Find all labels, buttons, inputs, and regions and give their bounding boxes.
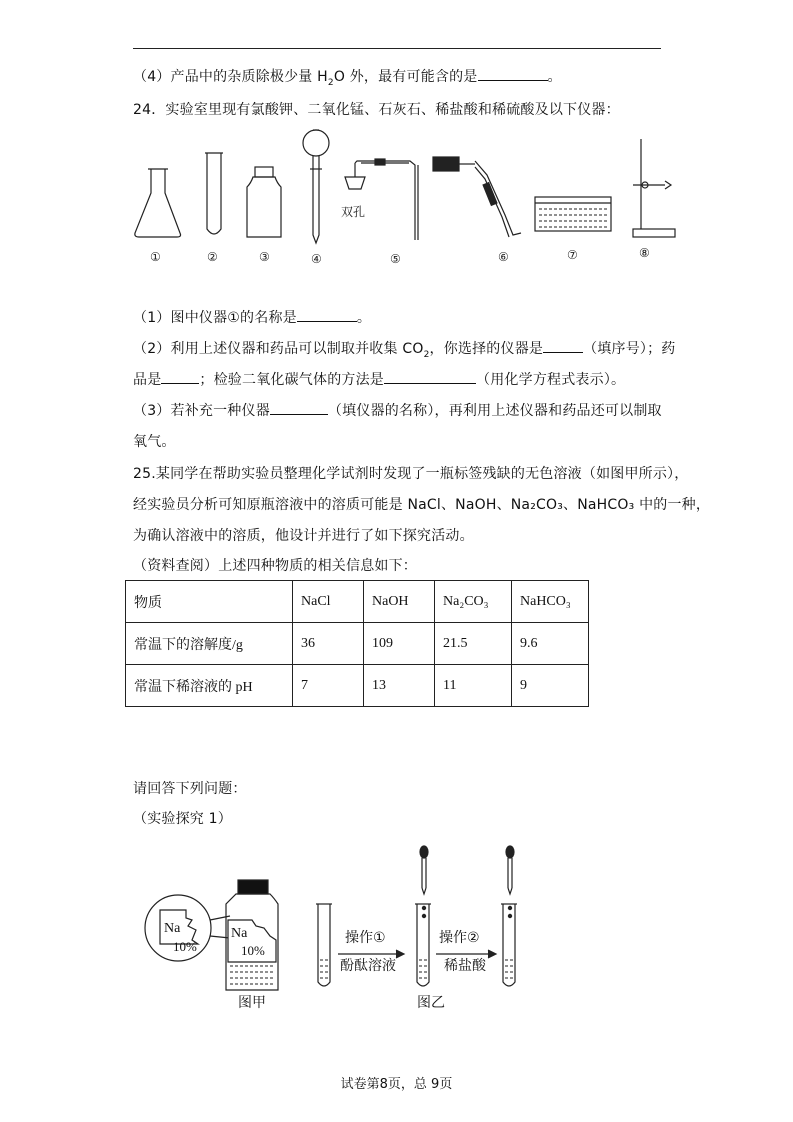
operation-2-label: 操作② bbox=[439, 930, 480, 946]
q25-stem-3: 为确认溶液中的溶质，他设计并进行了如下探究活动。 bbox=[133, 528, 474, 544]
table-cell: 物质 bbox=[126, 581, 293, 623]
experiment-figure bbox=[140, 840, 540, 1000]
two-hole-label: 双孔 bbox=[341, 205, 366, 219]
table-cell: 9.6 bbox=[512, 623, 589, 665]
substance-info-table bbox=[125, 580, 589, 707]
table-cell: 常温下的溶解度/g bbox=[126, 623, 293, 665]
apparatus-label-3: ③ bbox=[259, 250, 270, 264]
bottle-label-pct: 10% bbox=[241, 943, 265, 958]
apparatus-label-6: ⑥ bbox=[498, 250, 509, 264]
bottle-cap-icon bbox=[238, 880, 268, 894]
table-cell: 13 bbox=[364, 665, 435, 707]
apparatus-figure bbox=[125, 125, 685, 270]
apparatus-label-8: ⑧ bbox=[639, 246, 650, 260]
q25-stem-4: （资料查阅）上述四种物质的相关信息如下： bbox=[133, 558, 417, 574]
q23-part4: （4）产品中的杂质除极少量 $H_2O$ 外，最有可能含的是 。 bbox=[133, 66, 562, 88]
table-cell: 常温下稀溶液的 pH bbox=[126, 665, 293, 707]
bent-tube-stopper-icon bbox=[433, 157, 521, 237]
conical-flask-icon bbox=[135, 169, 181, 237]
magnified-label-na: Na bbox=[164, 921, 181, 936]
figure-jia-caption: 图甲 bbox=[238, 995, 266, 1011]
q24-part2-cont: 品是 ；检验二氧化碳气体的方法是 （用化学方程式表示）。 bbox=[133, 369, 625, 389]
table-cell: Na₂CO₃ bbox=[435, 581, 512, 623]
apparatus-label-4: ④ bbox=[311, 252, 322, 266]
figure-yi-caption: 图乙 bbox=[417, 995, 445, 1011]
table-cell: NaHCO₃ bbox=[512, 581, 589, 623]
table-cell: 36 bbox=[293, 623, 364, 665]
experiment-title: （实验探究 1） bbox=[133, 811, 232, 827]
gas-jar-icon bbox=[247, 167, 281, 237]
table-row bbox=[126, 623, 589, 665]
table-cell: 11 bbox=[435, 665, 512, 707]
apparatus-label-5: ⑤ bbox=[390, 252, 401, 266]
page-footer: 试卷第8页，总 9页 bbox=[340, 1077, 453, 1092]
reagent-1-label: 酚酞溶液 bbox=[340, 958, 396, 974]
q24-stem: 24．实验室里现有氯酸钾、二氧化锰、石灰石、稀盐酸和稀硫酸及以下仪器： bbox=[133, 102, 620, 118]
q24-part2: （2）利用上述仪器和药品可以制取并收集 $CO_2$，你选择的仪器是 （填序号）；药 bbox=[133, 338, 676, 360]
test-tube-icon bbox=[205, 153, 223, 234]
table-cell: 9 bbox=[512, 665, 589, 707]
header-rule bbox=[133, 48, 661, 49]
two-hole-stopper-icon bbox=[345, 159, 418, 240]
reagent-2-label: 稀盐酸 bbox=[444, 958, 486, 974]
table-cell: 21.5 bbox=[435, 623, 512, 665]
apparatus-label-2: ② bbox=[207, 250, 218, 264]
table-row bbox=[126, 665, 589, 707]
dropper-2-icon bbox=[506, 846, 514, 894]
table-cell: 109 bbox=[364, 623, 435, 665]
apparatus-label-7: ⑦ bbox=[567, 248, 578, 262]
answer-prompt: 请回答下列问题： bbox=[133, 781, 247, 797]
iron-stand-icon bbox=[633, 139, 675, 237]
operation-1-label: 操作① bbox=[345, 930, 386, 946]
q24-part3: （3）若补充一种仪器 （填仪器的名称），再利用上述仪器和药品还可以制取 bbox=[133, 400, 662, 420]
table-cell: NaCl bbox=[293, 581, 364, 623]
dropper-1-icon bbox=[420, 846, 428, 894]
water-trough-icon bbox=[535, 197, 611, 231]
bottle-label-na: Na bbox=[231, 926, 248, 941]
q24-part3-cont: 氧气。 bbox=[133, 434, 176, 450]
test-tube-1-icon bbox=[318, 904, 330, 986]
q24-part1: （1）图中仪器①的名称是 。 bbox=[133, 307, 371, 327]
q25-stem-2: 经实验员分析可知原瓶溶液中的溶质可能是 NaCl、NaOH、Na₂CO₃、NaHCO₃ 中的一种， bbox=[133, 497, 711, 513]
apparatus-label-1: ① bbox=[150, 250, 161, 264]
separating-funnel-icon bbox=[303, 130, 329, 243]
q25-stem-1: 25.某同学在帮助实验员整理化学试剂时发现了一瓶标签残缺的无色溶液（如图甲所示）， bbox=[133, 466, 689, 482]
table-header-row bbox=[126, 581, 589, 623]
magnified-label-pct: 10% bbox=[173, 939, 197, 954]
table-cell: 7 bbox=[293, 665, 364, 707]
table-cell: NaOH bbox=[364, 581, 435, 623]
